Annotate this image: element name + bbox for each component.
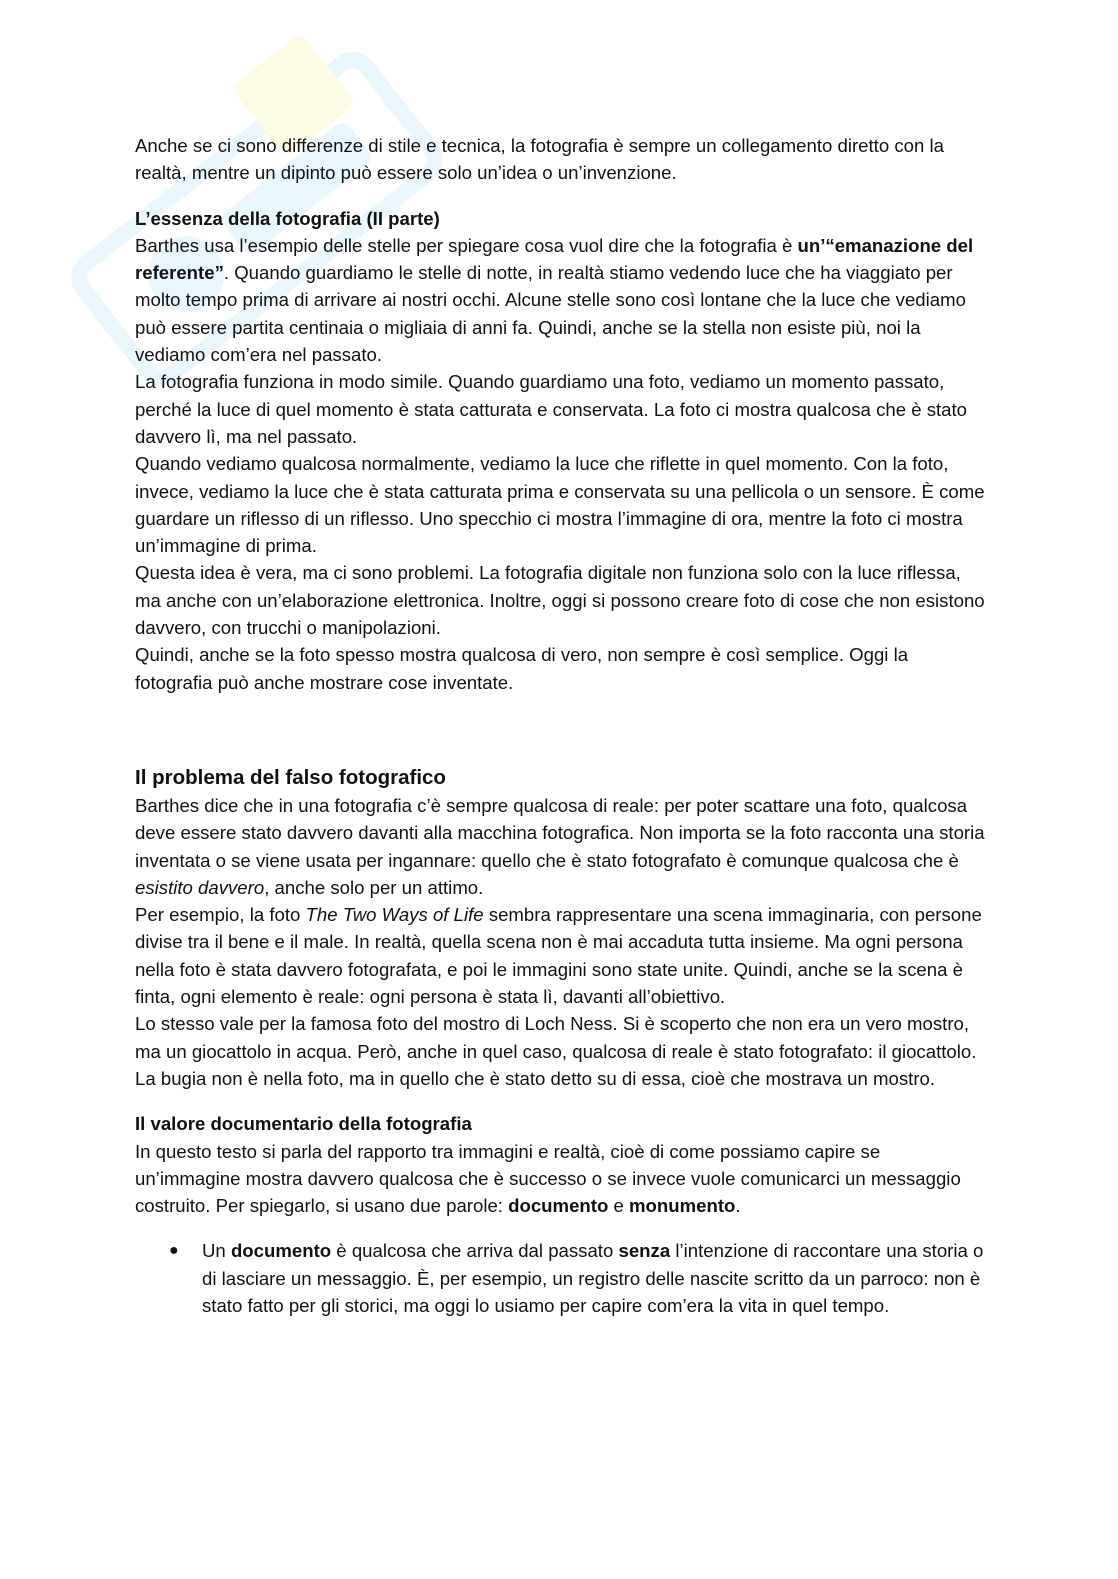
- paragraph-text: Per esempio, la foto: [135, 904, 306, 926]
- list-item: [135, 1237, 985, 1319]
- intro-paragraph: Anche se ci sono differenze di stile e tecnica, la fotografia è sempre un collegamento diretto con la realtà, mentre un dipinto può essere solo un’idea o un’invenzione.: [135, 135, 944, 184]
- paragraph-text: In questo testo si parla del rapporto tra immagini e realtà, cioè di come possiamo capire se un’immagine mostra davvero qualcosa che è successo o se invece vuole comunicarci un messaggio costruito. Per spiegarlo, si usano due parole:: [135, 1140, 961, 1217]
- paragraph-loch-ness: Lo stesso vale per la famosa foto del mostro di Loch Ness. Si è scoperto che non era un vero mostro, ma un giocattolo in acqua. Però, anche in quel caso, qualcosa di reale è stato fotografato: il giocattolo. La bugia non è nella foto, ma in quello che è stato detto su di essa, cioè che mostrava un mostro.: [135, 1013, 977, 1089]
- paragraph-fotografia-simile: La fotografia funziona in modo simile. Quando guardiamo una foto, vediamo un momento passato, perché la luce di quel momento è stata catturata e conservata. La foto ci mostra qualcosa che è stato davvero lì, ma nel passato.: [135, 371, 968, 447]
- bullet-list: [135, 1237, 985, 1319]
- paragraph-text: e: [608, 1195, 630, 1217]
- heading-falso-fotografico: Il problema del falso fotografico: [135, 765, 446, 789]
- paragraph-text: , anche solo per un attimo.: [264, 876, 484, 898]
- paragraph-riflesso: Quando vediamo qualcosa normalmente, vediamo la luce che riflette in quel momento. Con la foto, invece, vediamo la luce che è stata catturata prima e conservata su una pellicola o un sensore. È come guardare un riflesso di un riflesso. Uno specchio ci mostra l’immagine di ora, mentre la foto ci mostra un’immagine di prima.: [135, 453, 985, 557]
- bold-term-emanazione: un’“emanazione del referente”: [135, 234, 974, 284]
- italic-esistito: esistito davvero: [135, 876, 265, 898]
- paragraph-stelle: [135, 232, 985, 368]
- heading-valore-documentario: Il valore documentario della fotografia: [135, 1113, 472, 1135]
- bold-term-senza: senza: [618, 1240, 671, 1262]
- paragraph-conclusione: Quindi, anche se la foto spesso mostra qualcosa di vero, non sempre è così semplice. Oggi la fotografia può anche mostrare cose inventate.: [135, 644, 909, 693]
- bold-term-documento: documento: [508, 1195, 609, 1217]
- bullet-dot-icon: ●: [169, 1242, 179, 1260]
- list-item-text: l’intenzione di raccontare una storia o di lasciare un messaggio. È, per esempio, un registro delle nascite scritto da un parroco: non è stato fatto per gli storici, ma oggi lo usiamo per capire com’era la vita in quel tempo.: [202, 1240, 984, 1316]
- paragraph-documento-monumento: [135, 1138, 985, 1220]
- paragraph-text: .: [735, 1195, 741, 1217]
- paragraph-text: Barthes dice che in una fotografia c’è sempre qualcosa di reale: per poter scattare una foto, qualcosa deve essere stato davvero davanti alla macchina fotografica. Non importa se la foto racconta una storia inventata o se viene usata per ingannare: quello che è stato fotografato è comunque qualcosa che è: [135, 794, 985, 871]
- list-item-text: è qualcosa che arriva dal passato: [331, 1240, 619, 1262]
- paragraph-text: Barthes usa l’esempio delle stelle per spiegare cosa vuol dire che la fotografia è: [135, 234, 798, 256]
- paragraph-problemi: Questa idea è vera, ma ci sono problemi. La fotografia digitale non funziona solo con la luce riflessa, ma anche con un’elaborazione elettronica. Inoltre, oggi si possono creare foto di cose che non esistono davvero, con trucchi o manipolazioni.: [135, 562, 985, 639]
- paragraph-text: . Quando guardiamo le stelle di notte, in realtà stiamo vedendo luce che ha viaggiato per molto tempo prima di arrivare ai nostri occhi. Alcune stelle sono così lontane che la luce che vediamo può essere partita centinaia o migliaia di anni fa. Quindi, anche se la stella non esiste più, noi la vediamo com’era nel passato.: [135, 262, 966, 366]
- bold-term-monumento: monumento: [629, 1195, 736, 1217]
- bold-term-documento: documento: [230, 1240, 332, 1262]
- paragraph-text: sembra rappresentare una scena immaginaria, con persone divise tra il bene e il male. In realtà, quella scena non è mai accaduta tutta insieme. Ma ogni persona nella foto è stata davvero fotografata, e poi le immagini sono state unite. Quindi, anche se la scena è finta, ogni elemento è reale: ogni persona è stata lì, davanti all’obiettivo.: [135, 904, 982, 1008]
- paragraph-two-ways: [135, 901, 985, 1010]
- list-item-text: Un: [202, 1240, 231, 1262]
- document-page: [135, 132, 985, 1319]
- heading-essenza: L’essenza della fotografia (II parte): [135, 207, 440, 229]
- paragraph-reale: [135, 792, 985, 901]
- italic-title-two-ways: The Two Ways of Life: [305, 904, 484, 926]
